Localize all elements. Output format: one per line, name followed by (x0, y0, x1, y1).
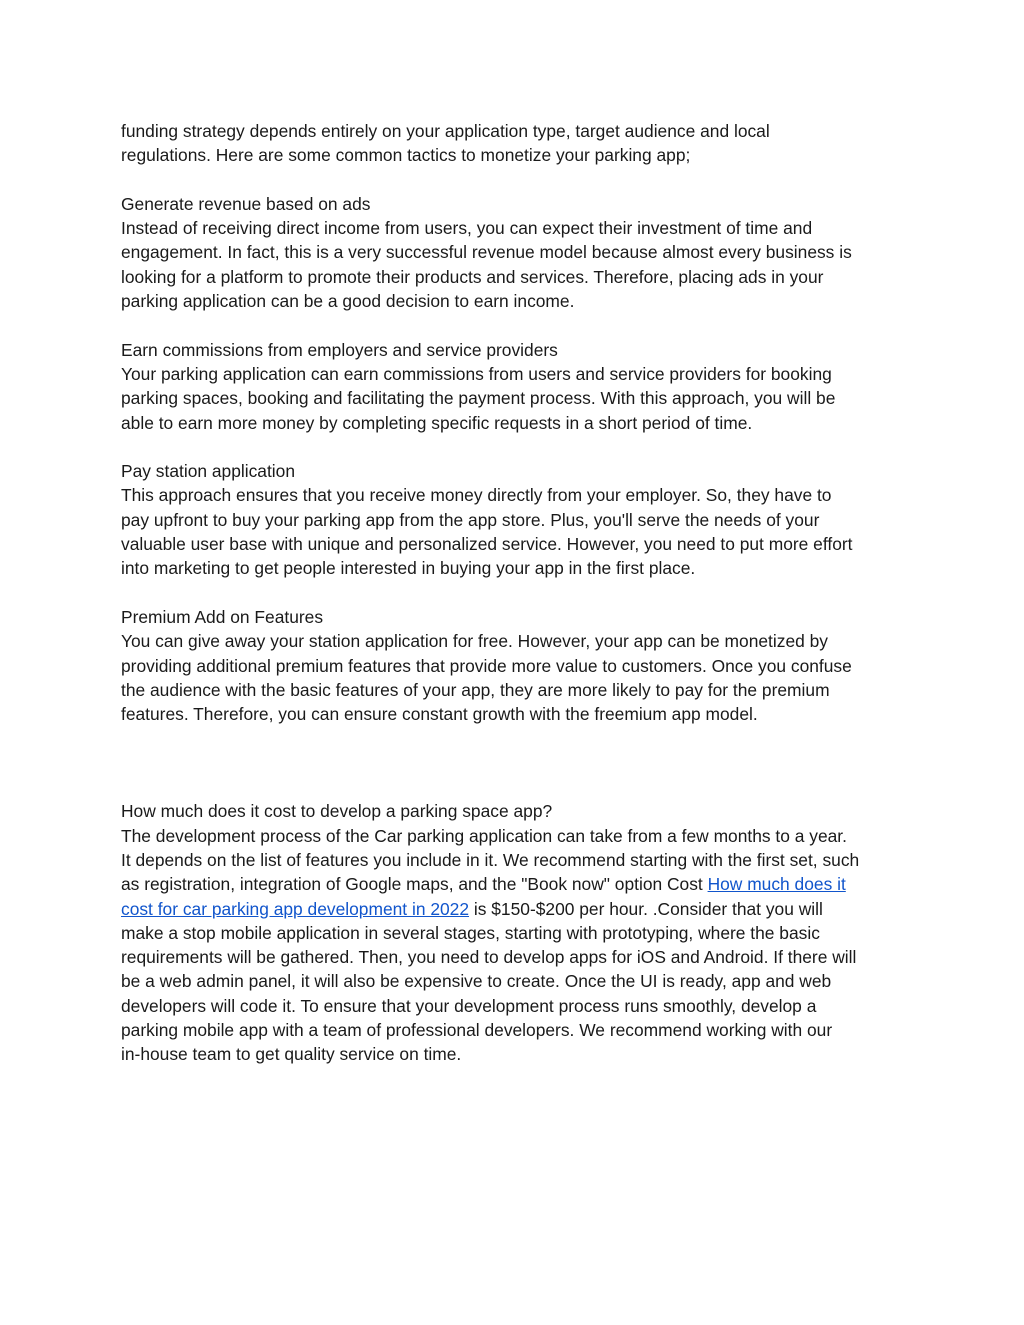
paragraph-spacer (121, 168, 921, 192)
text-line: engagement. In fact, this is a very successful revenue model because almost every business is (121, 242, 852, 263)
text-line: parking mobile app with a team of professional developers. We recommend working with our (121, 1019, 833, 1040)
section-heading: Pay station application (121, 461, 296, 482)
text-line: You can give away your station application for free. However, your app can be monetized by (121, 631, 828, 652)
section-ads-revenue (121, 192, 921, 313)
text-line: requirements will be gathered. Then, you need to develop apps for iOS and Android. If there will (121, 947, 857, 968)
section-spacer (121, 726, 921, 799)
text-line: looking for a platform to promote their products and services. Therefore, placing ads in your (121, 266, 824, 287)
text-line-with-link (121, 897, 921, 921)
section-development-cost (121, 799, 921, 1066)
section-premium-features (121, 605, 921, 726)
text-line: be a web admin panel, it will also be expensive to create. Once the UI is ready, app and web (121, 971, 832, 992)
section-heading: How much does it cost to develop a parking space app? (121, 801, 553, 822)
section-heading: Premium Add on Features (121, 606, 324, 627)
text-line: valuable user base with unique and personalized service. However, you need to put more effort (121, 534, 853, 555)
text-run: as registration, integration of Google maps, and the "Book now" option Cost (121, 874, 708, 895)
text-line: The development process of the Car parking application can take from a few months to a year. (121, 825, 847, 846)
section-heading: Generate revenue based on ads (121, 193, 371, 214)
text-line: parking application can be a good decision to earn income. (121, 291, 575, 312)
cost-article-link-start[interactable]: How much does it (707, 874, 846, 895)
text-line: the audience with the basic features of your app, they are more likely to pay for the premium (121, 679, 830, 700)
text-line: Instead of receiving direct income from users, you can expect their investment of time and (121, 218, 813, 239)
text-line: regulations. Here are some common tactics to monetize your parking app; (121, 145, 691, 166)
text-line: It depends on the list of features you include in it. We recommend starting with the first set, such (121, 849, 860, 870)
text-line: pay upfront to buy your parking app from the app store. Plus, you'll serve the needs of your (121, 509, 820, 530)
text-line-with-link (121, 872, 921, 896)
paragraph-spacer (121, 435, 921, 459)
text-line: into marketing to get people interested in buying your app in the first place. (121, 558, 696, 579)
text-run: is $150-$200 per hour. .Consider that you will (469, 898, 823, 919)
text-line: parking spaces, booking and facilitating the payment process. With this approach, you will be (121, 388, 836, 409)
section-commissions (121, 338, 921, 435)
document-body (121, 119, 921, 1067)
text-line: funding strategy depends entirely on your application type, target audience and local (121, 121, 770, 141)
text-line: This approach ensures that you receive money directly from your employer. So, they have to (121, 485, 832, 506)
section-heading: Earn commissions from employers and service providers (121, 339, 558, 360)
text-line: providing additional premium features that provide more value to customers. Once you confuse (121, 655, 852, 676)
intro-paragraph (121, 119, 921, 168)
text-line: developers will code it. To ensure that your development process runs smoothly, develop a (121, 995, 817, 1016)
paragraph-spacer (121, 313, 921, 337)
text-line: make a stop mobile application in several stages, starting with prototyping, where the basic (121, 922, 820, 943)
text-line: features. Therefore, you can ensure constant growth with the freemium app model. (121, 704, 758, 725)
text-line: able to earn more money by completing specific requests in a short period of time. (121, 412, 753, 433)
cost-article-link-end[interactable]: cost for car parking app development in 2022 (121, 898, 470, 919)
text-line: Your parking application can earn commissions from users and service providers for booking (121, 363, 832, 384)
section-pay-station (121, 459, 921, 580)
paragraph-spacer (121, 581, 921, 605)
text-line: in-house team to get quality service on time. (121, 1044, 462, 1065)
